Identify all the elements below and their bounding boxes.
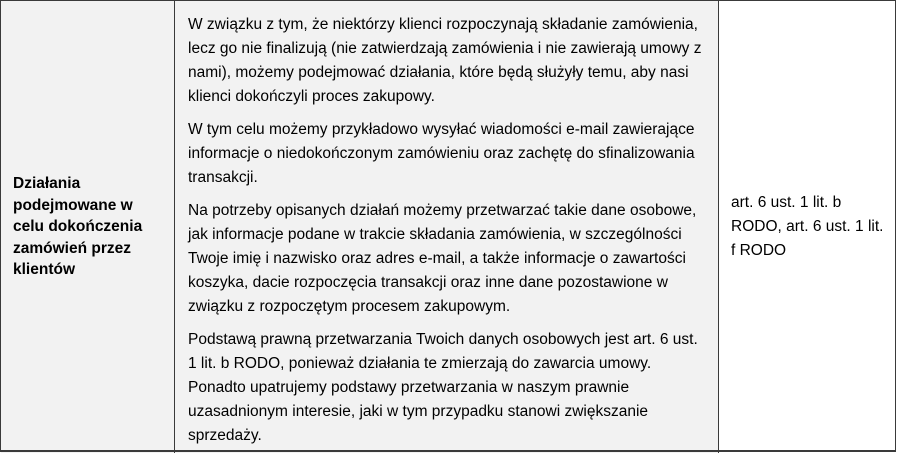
legal-basis-cell [719,1,895,453]
description-paragraph-2: W tym celu możemy przykładowo wysyłać wiadomości e-mail zawierające informacje o niedokończonym zamówieniu oraz zachętę do sfinalizowania transakcji. [188,121,695,186]
description-cell [175,1,719,453]
description-paragraph-4: Podstawą prawną przetwarzania Twoich danych osobowych jest art. 6 ust. 1 lit. b RODO, ponieważ działania te zmierzają do zawarcia umowy. Ponadto upatrujemy podstawy przetwarzania w naszym prawnie uzasadnionym interesie, jaki w tym przypadku stanowi zwiększanie sprzedaży. [188,331,698,444]
description-paragraph-3: Na potrzeby opisanych działań możemy przetwarzać takie dane osobowe, jak informacje podane w trakcie składania zamówienia, w szczególności Twoje imię i nazwisko oraz adres e-mail, a także informacje o zawartości koszyka, dacie rozpoczęcia transakcji oraz inne dane pozostawione w związku z rozpoczętym procesem zakupowym. [188,202,697,315]
description-paragraph-1: W związku z tym, że niektórzy klienci rozpoczynają składanie zamówienia, lecz go nie finalizują (nie zatwierdzają zamówienia i nie zawierają umowy z nami), możemy podejmować działania, które będą służyły temu, aby nasi klienci dokończyli proces zakupowy. [188,16,702,105]
legal-basis-text: art. 6 ust. 1 lit. b RODO, art. 6 ust. 1 lit. f RODO [731,194,884,259]
purpose-label-cell [1,1,175,453]
purpose-label: Działania podejmowane w celu dokończenia zamówień przez klientów [13,175,143,279]
